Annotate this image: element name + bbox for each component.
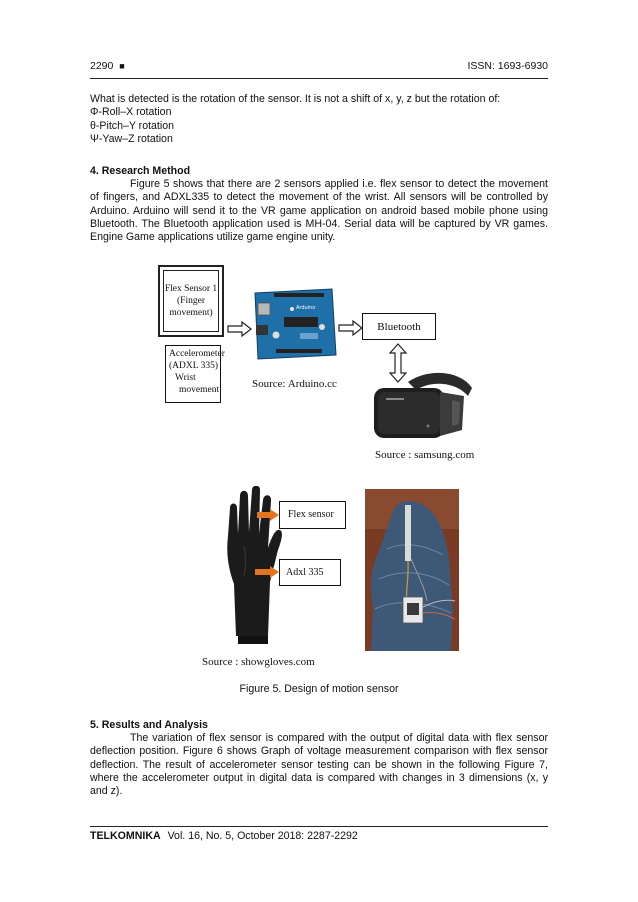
header-rule [90,78,548,79]
bluetooth-box [362,313,436,340]
svg-text:Arduino: Arduino [296,305,316,311]
header-marker: ■ [119,61,125,71]
flex-sensor-box [158,265,224,337]
journal-name: TELKOMNIKA [90,830,161,842]
accel-box-line1: Accelerometer [169,349,225,359]
orange-arrow-adxl-icon [254,566,280,578]
rotation-roll: Φ-Roll–X rotation [90,106,172,119]
flex-sensor-callout [279,501,346,529]
section4-paragraph: Figure 5 shows that there are 2 sensors applied i.e. flex sensor to detect the movement of fingers, and ADXL335 to detect the movement of the wrist. All sensors will be controlled by Arduino. Arduino will send it to the VR game application on android based mobile phone using Bluetooth. The Bluetooth application used is MH-04. Serial data will be captured by VR games. Engine Game applications utilize game engine unity. [90,178,548,244]
accelerometer-box [165,345,225,403]
journal-citation: Vol. 16, No. 5, October 2018: 2287-2292 [167,830,358,842]
adxl-callout [279,559,341,586]
accel-box-line2: (ADXL 335) [169,361,218,371]
vr-headset-image [368,366,474,442]
flex-box-line2: (Finger [177,296,205,306]
rotation-pitch: θ-Pitch–Y rotation [90,119,175,132]
accel-box-line3: Wrist [175,373,196,383]
orange-arrow-flex-icon [256,509,280,521]
page-header [90,60,548,74]
flex-box-line3: movement) [169,308,213,318]
arduino-source: Source: Arduino.cc [252,378,337,390]
glove-prototype-photo [365,489,459,651]
arrow-to-arduino-icon [227,321,253,337]
flex-box-line1: Flex Sensor 1 [164,284,218,294]
intro-sentence: What is detected is the rotation of the sensor. It is not a shift of x, y, z but the rotation of: [90,93,501,105]
figure-caption: Figure 5. Design of motion sensor [239,683,399,695]
gloves-source: Source : showgloves.com [202,656,315,668]
intro-block [90,93,548,146]
footer-rule [90,826,548,827]
accel-box-line4: movement [179,385,220,395]
bluetooth-label: Bluetooth [377,321,421,333]
samsung-source: Source : samsung.com [375,449,475,461]
section5-heading: 5. Results and Analysis [90,719,208,731]
flex-sensor-label: Flex sensor [288,509,334,520]
adxl-label: Adxl 335 [286,567,324,578]
arduino-board-image [252,287,338,361]
section5-paragraph: The variation of flex sensor is compared with the output of digital data with flex sensor deflection position. Figure 6 shows Graph of voltage measurement comparison with flex sensor deflection. The result of accelerometer sensor testing can be shown in the following Figure 7, where the accelerometer output in digital data is compared with changes in 3 dimensions (x, y and z). [90,732,548,798]
section4-heading: 4. Research Method [90,165,191,177]
arrow-to-bluetooth-icon [338,320,364,336]
page-number: 2290 [90,60,114,72]
issn: ISSN: 1693-6930 [467,60,548,72]
rotation-yaw: Ψ-Yaw–Z rotation [90,132,173,145]
page-footer [90,830,358,842]
